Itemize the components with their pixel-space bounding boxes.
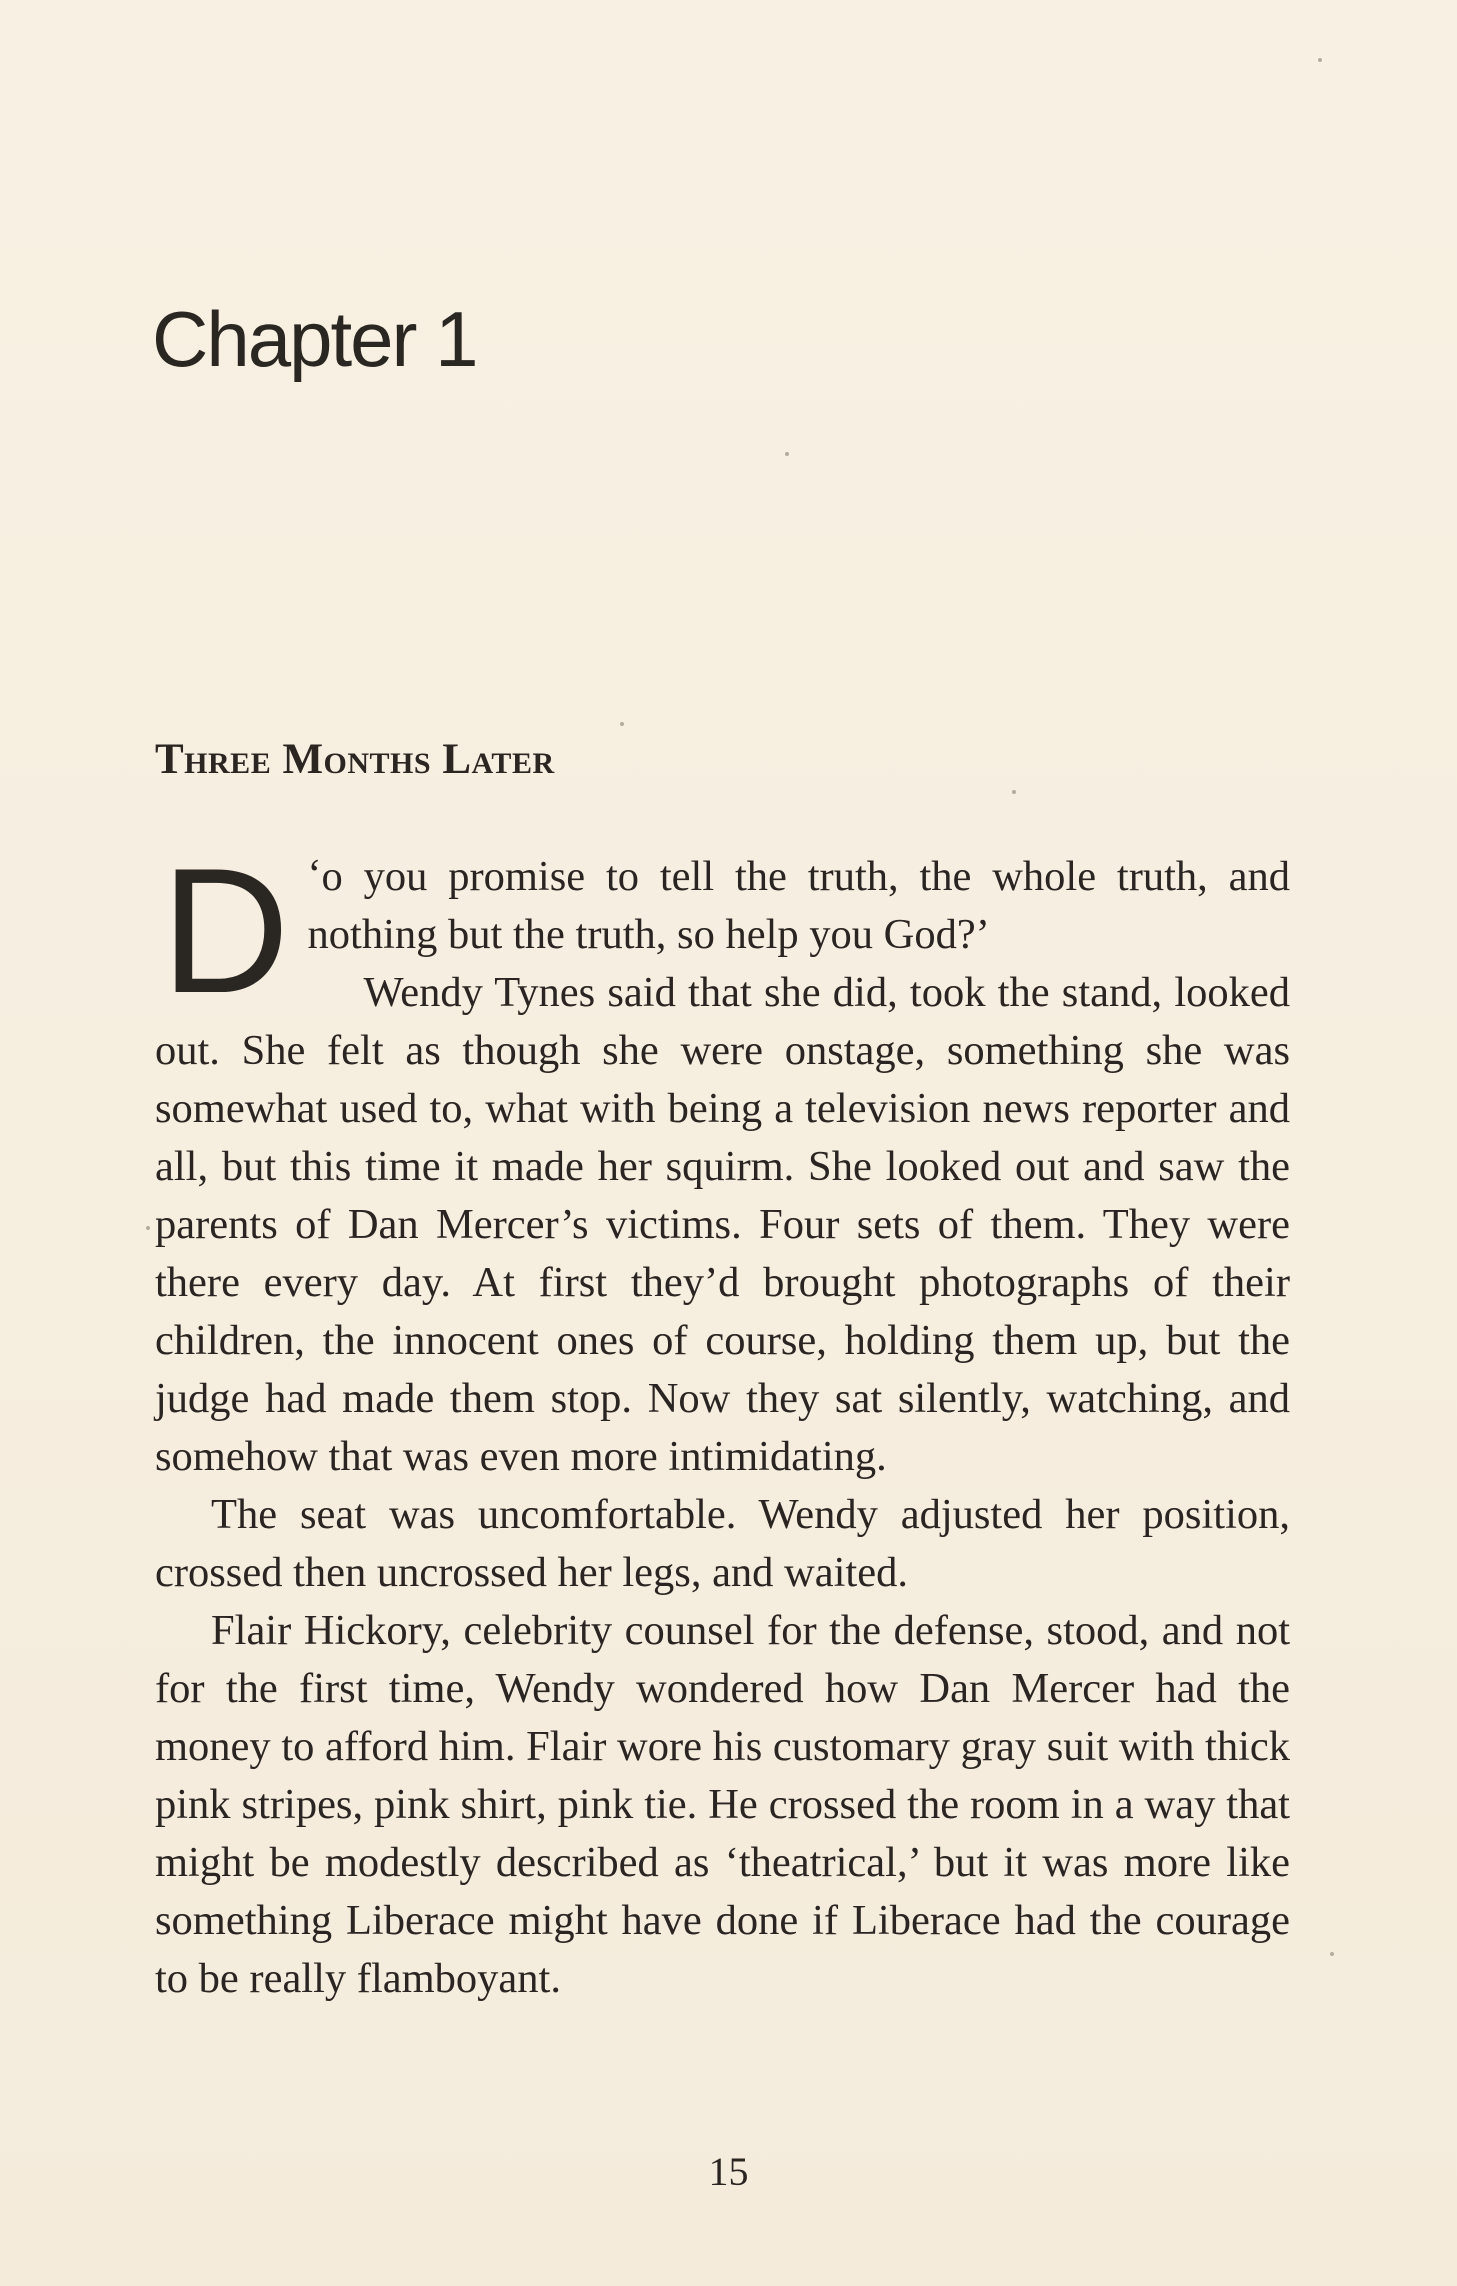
body-text: [155, 831, 1290, 2008]
paragraph-2: Wendy Tynes said that she did, took the stand, looked out. She felt as though she were onstage, something she was somewhat used to, what with being a television news reporter and all, but this time it made her squirm. She looked out and saw the parents of Dan Mercer’s victims. Four sets of them. They were there every day. At first they’d brought photographs of their children, the innocent ones of course, holding them up, but the judge had made them stop. Now they sat silently, watching, and somehow that was even more intimidating.: [155, 969, 1290, 1480]
paper-speck: [1318, 58, 1322, 62]
paper-speck: [146, 1226, 150, 1230]
chapter-subtitle: Three Months Later: [155, 736, 555, 783]
paper-speck: [785, 452, 789, 456]
paragraph-1: [155, 831, 1290, 1030]
paragraph-1-text: o you promise to tell the truth, the whole truth, and nothing but the truth, so help you God?’: [307, 853, 1290, 958]
page-number: 15: [708, 2149, 749, 2194]
paper-speck: [1330, 1952, 1334, 1956]
paper-speck: [1012, 790, 1016, 794]
opening-quote-mark: ‘: [307, 852, 322, 898]
paragraph-3: The seat was uncomfortable. Wendy adjusted her position, crossed then uncrossed her legs, and waited.: [155, 1491, 1290, 1596]
paragraph-4: Flair Hickory, celebrity counsel for the defense, stood, and not for the first time, Wendy wondered how Dan Mercer had the money to afford him. Flair wore his customary gray suit with thick pink stripes, pink shirt, pink tie. He crossed the room in a way that might be modestly described as ‘theatrical,’ but it was more like something Liberace might have done if Liberace had the courage to be really flamboyant.: [155, 1607, 1290, 2002]
chapter-title: Chapter 1: [152, 295, 477, 383]
drop-cap: D: [161, 831, 290, 1030]
paper-speck: [620, 722, 624, 726]
